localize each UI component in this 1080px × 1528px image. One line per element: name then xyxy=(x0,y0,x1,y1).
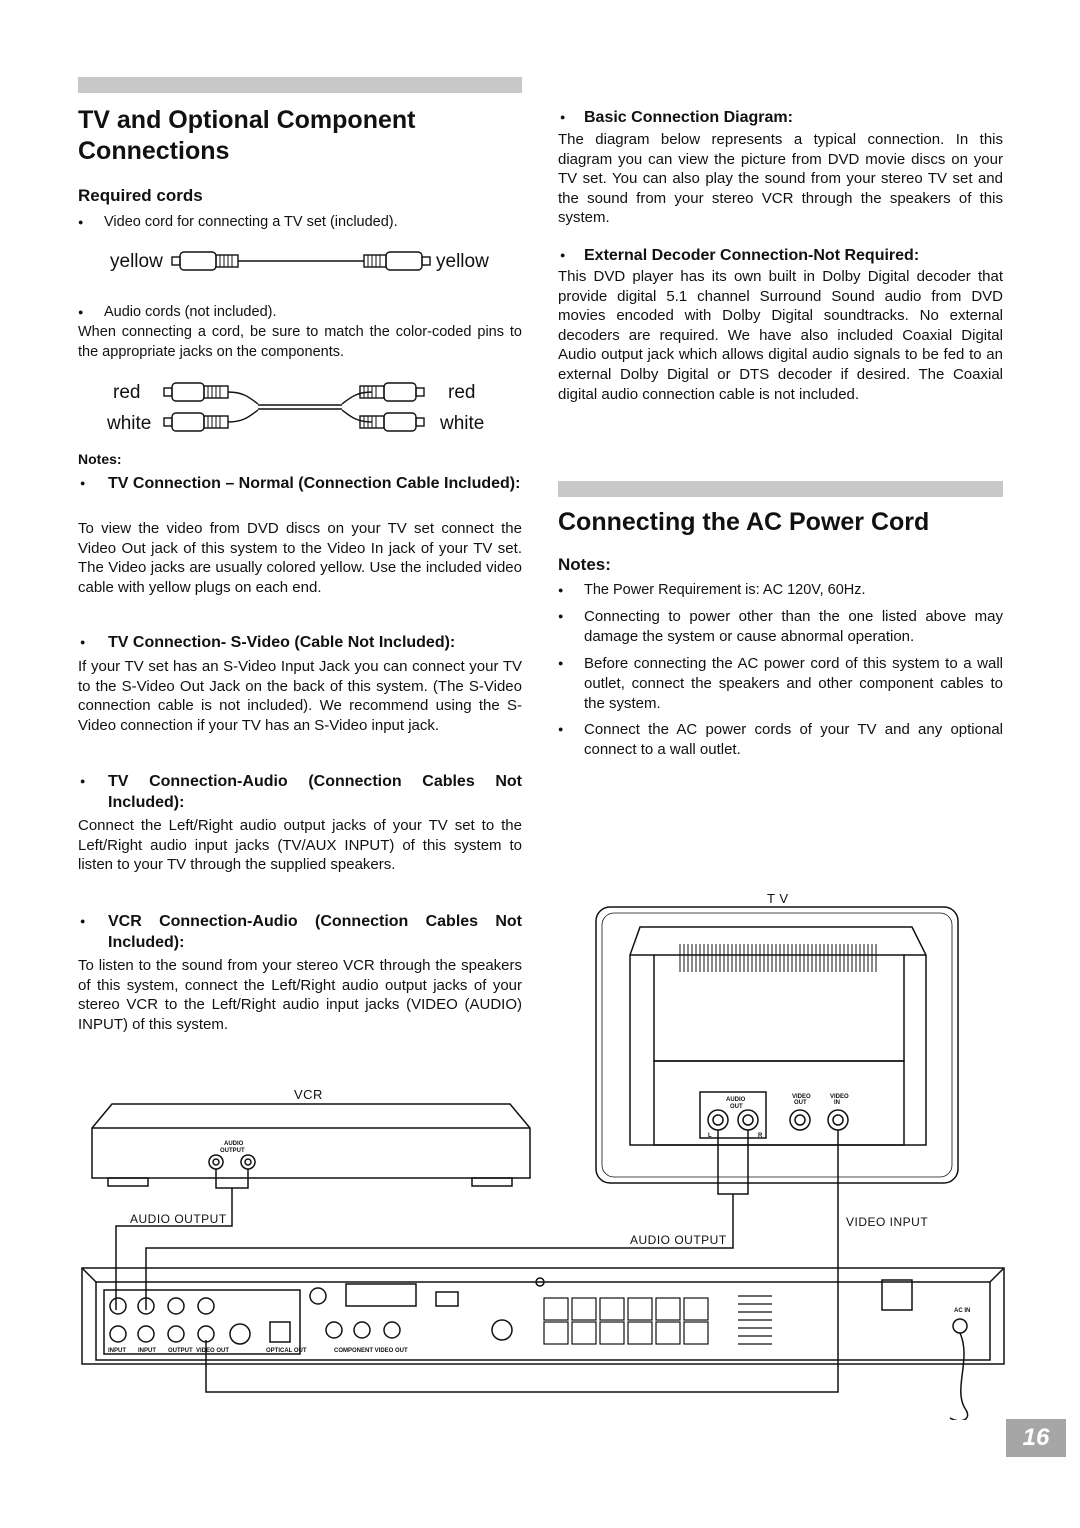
title-line-1: TV and Optional Component xyxy=(78,106,416,134)
title-line-2: Connections xyxy=(78,137,230,165)
tv-audio-out-text: OUT xyxy=(730,1104,743,1110)
tv-svideo-body: If your TV set has an S-Video Input Jack you can connect your TV to the S-Video Out Jack on the back of this system. (The S-Video connection cable is not included). We recommend using the S-Video connection if your TV has an S-Video input jack. xyxy=(78,658,522,734)
svg-text:OUTPUT: OUTPUT xyxy=(168,1348,193,1354)
section-title-ac-power: Connecting the AC Power Cord xyxy=(558,508,930,536)
vcr-audio-body: To listen to the sound from your stereo VCR through the speakers of this system, connect the Left/Right audio output jacks of your stereo VCR to the Left/Right audio input jacks (VIDEO (AUDIO) INPUT) of this system. xyxy=(78,957,522,1033)
svg-text:AUDIO: AUDIO xyxy=(224,1141,244,1147)
svg-text:OUT: OUT xyxy=(794,1100,807,1106)
vcr-outline xyxy=(92,1104,530,1178)
bullet-video-cord: ● Video cord for connecting a TV set (included). xyxy=(78,213,548,233)
section-bar-right xyxy=(558,481,1003,497)
audio-cable-illustration xyxy=(162,378,438,438)
tv-svideo-heading: ● TV Connection- S-Video (Cable Not Included): xyxy=(78,632,522,653)
svg-text:OUTPUT: OUTPUT xyxy=(220,1148,245,1154)
svg-text:IN: IN xyxy=(834,1100,840,1106)
vcr-audio-heading: ● VCR Connection-Audio (Connection Cables Not Included): xyxy=(78,911,522,953)
decoder-body: This DVD player has its own built in Dolby Digital decoder that provide digital 5.1 channel Surround Sound audio from DVD movies encoded with Dolby Digital soundtracks. No external decoders are required. We have also included Coaxial Digital Audio output jack which allows digital audio signals to be fed to an external Dolby Digital or DTS decoder if desired. The Coaxial digital audio connection cable is not included. xyxy=(558,268,1003,403)
video-cable-illustration xyxy=(170,248,432,276)
tv-rear-housing xyxy=(630,927,926,1145)
page-number: 16 xyxy=(1006,1419,1066,1457)
decoder-heading: ● External Decoder Connection-Not Required: xyxy=(558,245,1004,266)
ac-note-4: ● Connect the AC power cords of your TV and any optional connect to a wall outlet. xyxy=(558,720,1003,760)
svg-text:COMPONENT VIDEO OUT: COMPONENT VIDEO OUT xyxy=(334,1348,408,1354)
cable-label-white-left: white xyxy=(107,413,152,434)
svg-text:INPUT: INPUT xyxy=(138,1348,156,1354)
tv-normal-body: To view the video from DVD discs on your TV set connect the Video Out jack of this system to the Video In jack of your TV set. The Video jacks are usually colored yellow. Use the included video cable with yellow plugs on each end. xyxy=(78,520,522,596)
connection-diagram xyxy=(0,880,1080,1420)
video-input-label: VIDEO INPUT xyxy=(846,1215,929,1229)
basic-diagram-body: The diagram below represents a typical connection. In this diagram you can view the picture from DVD movie discs on your TV set. You can also play the sound from your stereo TV set and the sound from your stereo VCR through the speakers of this system. xyxy=(558,131,1003,227)
svg-text:R: R xyxy=(758,1133,763,1139)
svg-text:VIDEO: VIDEO xyxy=(792,1094,811,1100)
svg-text:INPUT: INPUT xyxy=(108,1348,126,1354)
ac-notes-label: Notes: xyxy=(558,555,611,574)
tv-normal-heading: ● TV Connection – Normal (Connection Cable Included): xyxy=(78,473,522,494)
ac-note-3: ● Before connecting the AC power cord of this system to a wall outlet, connect the speakers and other component cables to the system. xyxy=(558,654,1003,713)
match-note: When connecting a cord, be sure to match the color-coded pins to the appropriate jacks on the components. xyxy=(78,324,522,360)
cable-label-red-right: red xyxy=(448,382,476,403)
cable-label-white-right: white xyxy=(440,413,485,434)
ac-note-1: ● The Power Requirement is: AC 120V, 60Hz. xyxy=(558,581,1003,601)
vcr-audio-cable xyxy=(116,1169,248,1310)
section-bar-left xyxy=(78,77,522,93)
ac-power-cord xyxy=(950,1333,968,1420)
bullet-audio-cords: ● Audio cords (not included). xyxy=(78,303,548,323)
cable-label-red-left: red xyxy=(113,382,141,403)
svg-text:L: L xyxy=(708,1133,712,1139)
ac-note-2: ● Connecting to power other than the one listed above may damage the system or cause abnormal operation. xyxy=(558,607,1003,647)
audio-output-vcr-label: AUDIO OUTPUT xyxy=(130,1212,227,1226)
svg-text:VIDEO: VIDEO xyxy=(830,1094,849,1100)
vcr-label: VCR xyxy=(294,1087,323,1102)
tv-audio-heading: ● TV Connection-Audio (Connection Cables Not Included): xyxy=(78,771,522,813)
basic-diagram-heading: ● Basic Connection Diagram: xyxy=(558,107,1004,128)
tv-audio-cable xyxy=(146,1130,748,1310)
svg-text:VIDEO OUT: VIDEO OUT xyxy=(196,1348,230,1354)
svg-text:OPTICAL OUT: OPTICAL OUT xyxy=(266,1348,307,1354)
notes-label-left: Notes: xyxy=(78,451,122,467)
required-cords-heading: Required cords xyxy=(78,186,203,205)
section-title-tv-connections xyxy=(78,105,528,167)
audio-output-tv-label: AUDIO OUTPUT xyxy=(630,1233,727,1247)
svg-text:AUDIO: AUDIO xyxy=(726,1097,746,1103)
cable-label-yellow-left: yellow xyxy=(110,251,163,272)
tv-audio-body: Connect the Left/Right audio output jacks of your TV set to the Left/Right audio input jacks (TV/AUX INPUT) of this system to listen to your TV through the supplied speakers. xyxy=(78,817,522,874)
cable-label-yellow-right: yellow xyxy=(436,251,489,272)
svg-text:AC IN: AC IN xyxy=(954,1308,971,1314)
tv-label: T V xyxy=(767,891,789,906)
